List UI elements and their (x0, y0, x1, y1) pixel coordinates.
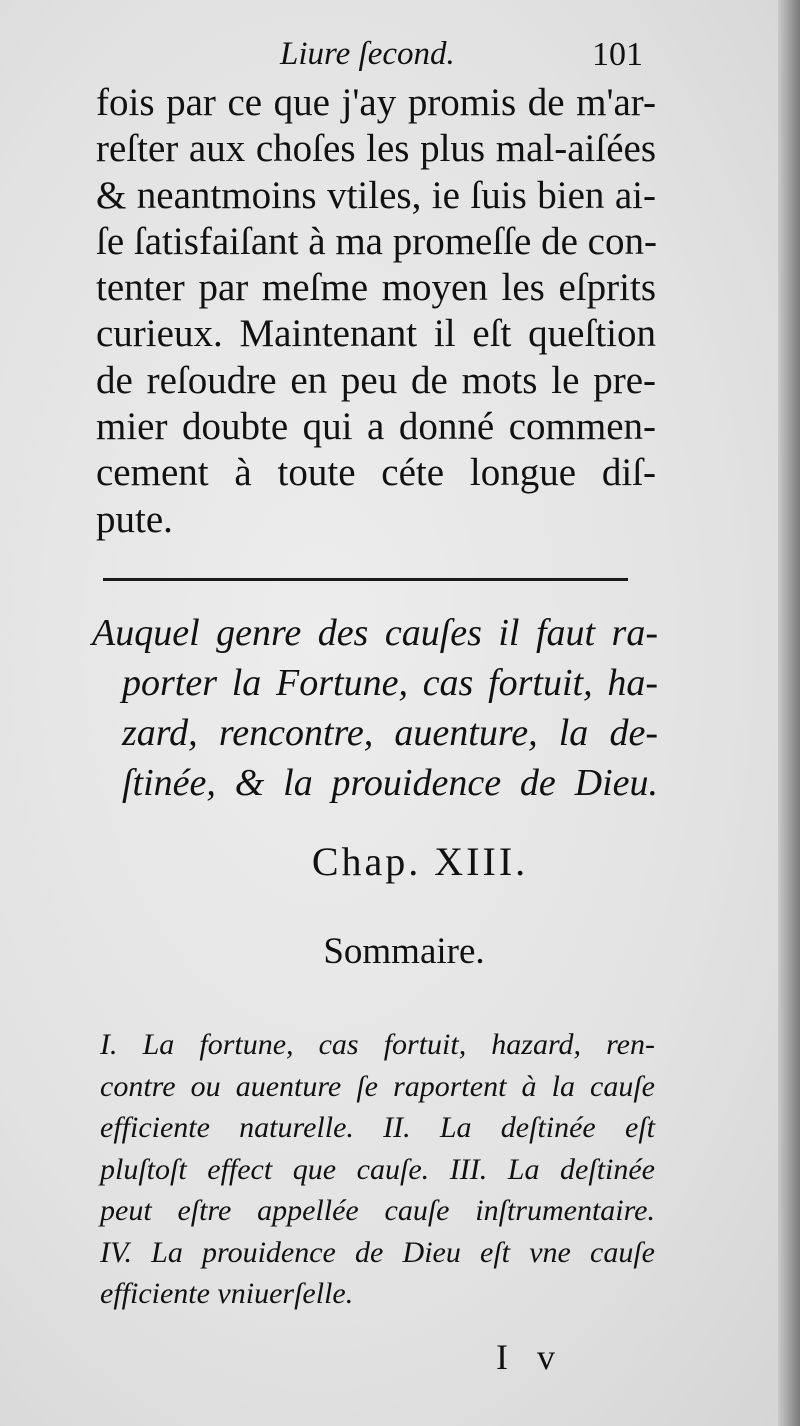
chapter-number: Chap. XIII. (311, 839, 529, 884)
body-paragraph (96, 80, 656, 543)
text-line: tenter par meſme moyen les eſprits (96, 266, 656, 310)
running-header (0, 30, 800, 80)
text-line: de reſoudre en peu de mots le pre- (96, 358, 656, 402)
summary-heading: Sommaire. (323, 931, 485, 972)
summary-line: efficiente vniuerſelle. (100, 1277, 354, 1310)
running-title: Liure ſecond. (280, 36, 455, 72)
summary-line: contre ou auenture ſe raportent à la cauſe (100, 1069, 655, 1103)
page-number: 101 (592, 36, 643, 73)
summary-line: I. La fortune, cas fortuit, hazard, ren- (100, 1028, 655, 1061)
signature-mark: I v (496, 1337, 565, 1377)
chapter-title-line: Auquel genre des cauſes il faut ra- (92, 612, 658, 654)
summary-line: pluſtoſt effect que cauſe. III. La deſtinée (100, 1152, 655, 1186)
chapter-title-line: zard, rencontre, auenture, la de- (122, 712, 658, 754)
text-line: mier doubte qui a donné commen- (96, 405, 656, 449)
section-divider (103, 578, 628, 581)
chapter-title-line: porter la Fortune, cas fortuit, ha- (122, 662, 658, 704)
text-line: pute. (96, 497, 173, 541)
text-line: & neantmoins vtiles, ie ſuis bien ai- (96, 173, 656, 217)
summary-line: IV. La prouidence de Dieu eſt vne cauſe (100, 1235, 655, 1269)
text-line: fois par ce que j'ay promis de m'ar- (96, 81, 656, 124)
chapter-title (92, 608, 658, 808)
text-line: cement à toute céte longue diſ- (96, 451, 656, 495)
text-line: ſe ſatisfaiſant à ma promeſſe de con- (96, 219, 657, 263)
summary-line: peut eſtre appellée cauſe inſtrumentaire. (100, 1194, 655, 1227)
text-line: reſter aux choſes les plus mal-aiſées (96, 127, 656, 171)
summary-paragraph (100, 1024, 655, 1315)
chapter-title-line: ſtinée, & la prouidence de Dieu. (122, 762, 658, 804)
text-line: curieux. Maintenant il eſt queſtion (96, 312, 656, 356)
page-edge-shadow (778, 0, 800, 1426)
summary-line: efficiente naturelle. II. La deſtinée eſt (100, 1111, 655, 1144)
